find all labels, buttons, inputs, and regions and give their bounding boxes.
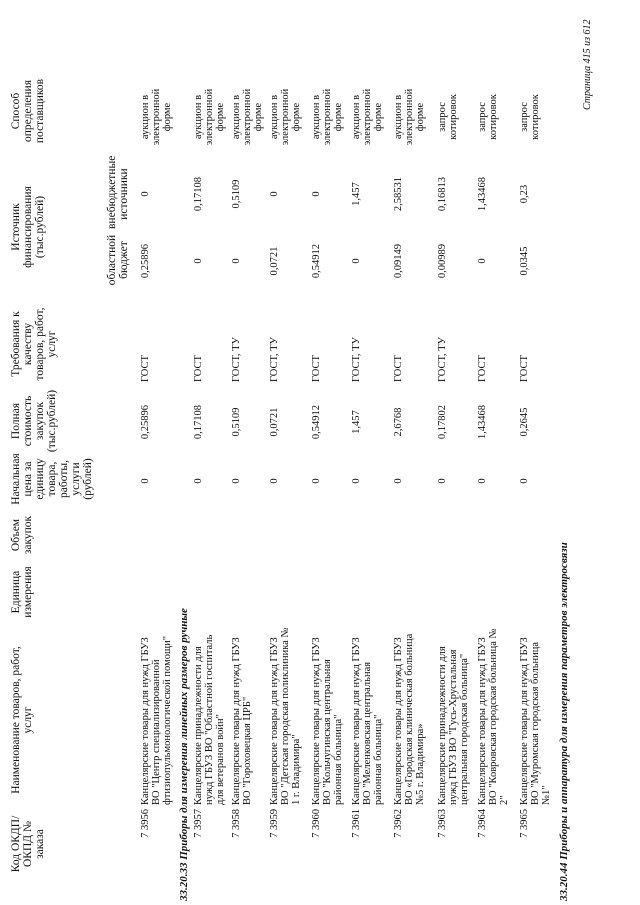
row-total: 2,6768 — [393, 407, 404, 437]
row-code: 7 3958 — [231, 809, 242, 838]
header-funding-budget: областной бюджет — [106, 234, 130, 286]
row-price: 0 — [351, 478, 362, 484]
row-extra: 1,43468 — [477, 176, 488, 212]
row-name: Канцелярские товары для нужд ГБУЗ ВО "Детская городская поликлиника № 1 г. Владимира" — [269, 627, 302, 805]
row-code: 7 3959 — [269, 809, 280, 838]
row-price: 0 — [437, 478, 448, 484]
row-method: аукцион в электронной форме — [193, 88, 226, 146]
row-price: 0 — [140, 478, 151, 484]
row-name: Канцелярские товары для нужд ГБУЗ ВО "Муромская городская больница №1" — [519, 637, 552, 805]
row-method: аукцион в электронной форме — [269, 88, 302, 146]
row-extra: 0,17108 — [193, 176, 204, 212]
row-extra: 0 — [140, 191, 151, 197]
row-budget: 0,09149 — [393, 243, 404, 279]
row-name: Канцелярские товары для нужд ГБУЗ ВО "Меленковская центральная районная больница" — [351, 637, 384, 805]
header-unit: Единица измерения — [10, 566, 34, 618]
row-extra: 1,457 — [351, 182, 362, 206]
row-name: Канцелярские принадлежности для нужд ГБУЗ ВО "Гусь-Хрустальная центральная городская больница" — [437, 646, 470, 805]
row-name: Канцелярские товары для нужд ГБУЗ ВО "Центр специализированной фтизиопульмонологической помощи" — [140, 636, 173, 805]
row-budget: 0,00989 — [437, 243, 448, 279]
row-requirements: ГОСТ — [311, 355, 322, 382]
row-price: 0 — [193, 478, 204, 484]
row-code: 7 3956 — [140, 809, 151, 838]
row-budget: 0 — [193, 258, 204, 264]
row-requirements: ГОСТ, ТУ — [231, 337, 242, 382]
row-requirements: ГОСТ — [477, 355, 488, 382]
row-price: 0 — [519, 478, 530, 484]
row-total: 0,0721 — [269, 407, 280, 437]
row-total: 0,2645 — [519, 407, 530, 437]
section-heading: 33.20.44 Приборы и аппаратура для измерения параметров электросвязи — [558, 542, 570, 901]
row-budget: 0,0345 — [519, 246, 530, 276]
header-code: Код ОКДП/ ОКПД № заказа — [10, 815, 46, 873]
header-price: Начальная цена за единицу товара, работы, услуги (рублей) — [10, 453, 94, 505]
header-funding-extra: внебюджетные источники — [106, 155, 130, 229]
row-requirements: ГОСТ — [519, 355, 530, 382]
row-total: 1,457 — [351, 410, 362, 434]
row-extra: 0,5109 — [231, 179, 242, 209]
row-price: 0 — [393, 478, 404, 484]
row-code: 7 3960 — [311, 809, 322, 838]
header-total: Полная стоимость закупок (тыс.рублей) — [10, 389, 58, 453]
header-name: Наименование товаров, работ, услуг — [10, 646, 34, 794]
row-budget: 0,25896 — [140, 243, 151, 279]
row-total: 0,25896 — [140, 404, 151, 440]
row-extra: 0,23 — [519, 184, 530, 204]
row-budget: 0 — [351, 258, 362, 264]
row-total: 0,54912 — [311, 404, 322, 440]
row-method: запрос котировок — [519, 94, 541, 140]
row-method: аукцион в электронной форме — [231, 88, 264, 146]
row-name: Канцелярские принадлежности для нужд ГБУЗ ВО "Областной госпиталь для ветеранов войн" — [193, 634, 226, 805]
row-method: аукцион в электронной форме — [393, 88, 426, 146]
row-budget: 0 — [231, 258, 242, 264]
row-name: Канцелярские товары для нужд ГБУЗ ВО "Кольчугинская центральная районная больница" — [311, 637, 344, 805]
row-extra: 0 — [311, 191, 322, 197]
row-name: Канцелярские товары для нужд ГБУЗ ВО "Ковровская городская больница № 2" — [477, 628, 510, 805]
row-requirements: ГОСТ — [393, 355, 404, 382]
row-budget: 0 — [477, 258, 488, 264]
header-method: Способ определения поставщиков — [10, 78, 46, 144]
row-extra: 0 — [269, 191, 280, 197]
row-method: запрос котировок — [477, 94, 499, 140]
row-method: аукцион в электронной форме — [351, 88, 384, 146]
row-requirements: ГОСТ — [193, 355, 204, 382]
header-volume: Объем закупок — [10, 515, 34, 555]
row-total: 1,43468 — [477, 404, 488, 440]
row-price: 0 — [477, 478, 488, 484]
row-total: 0,5109 — [231, 407, 242, 437]
section-heading: 33.20.33 Приборы для измерения линейных размеров ручные — [178, 608, 190, 901]
row-code: 7 3961 — [351, 809, 362, 838]
row-method: запрос котировок — [437, 94, 459, 140]
row-code: 7 3963 — [437, 809, 448, 838]
row-method: аукцион в электронной форме — [311, 88, 344, 146]
row-budget: 0,54912 — [311, 243, 322, 279]
row-requirements: ГОСТ — [140, 355, 151, 382]
header-funding: Источник финансирования (тыс.рублей) — [10, 186, 46, 268]
row-code: 7 3957 — [193, 809, 204, 838]
row-requirements: ГОСТ, ТУ — [437, 337, 448, 382]
row-requirements: ГОСТ, ТУ — [269, 337, 280, 382]
header-requirements: Требования к качеству товаров, работ, услуг — [10, 307, 58, 381]
row-code: 7 3965 — [519, 809, 530, 838]
row-budget: 0,0721 — [269, 246, 280, 276]
row-total: 0,17802 — [437, 404, 448, 440]
row-extra: 2,58531 — [393, 176, 404, 212]
row-extra: 0,16813 — [437, 176, 448, 212]
row-code: 7 3962 — [393, 809, 404, 838]
row-total: 0,17108 — [193, 404, 204, 440]
row-price: 0 — [311, 478, 322, 484]
row-name: Канцелярские товары для нужд ГБУЗ ВО «Городская клиническая больница №5 г. Владимира» — [393, 633, 426, 805]
row-code: 7 3964 — [477, 809, 488, 838]
row-price: 0 — [269, 478, 280, 484]
row-price: 0 — [231, 478, 242, 484]
row-name: Канцелярские товары для нужд ГБУЗ ВО "Гороховецкая ЦРБ" — [231, 637, 253, 805]
row-requirements: ГОСТ, ТУ — [351, 337, 362, 382]
row-method: аукцион в электронной форме — [140, 88, 173, 146]
page-footer: Страница 415 из 612 — [582, 19, 593, 110]
